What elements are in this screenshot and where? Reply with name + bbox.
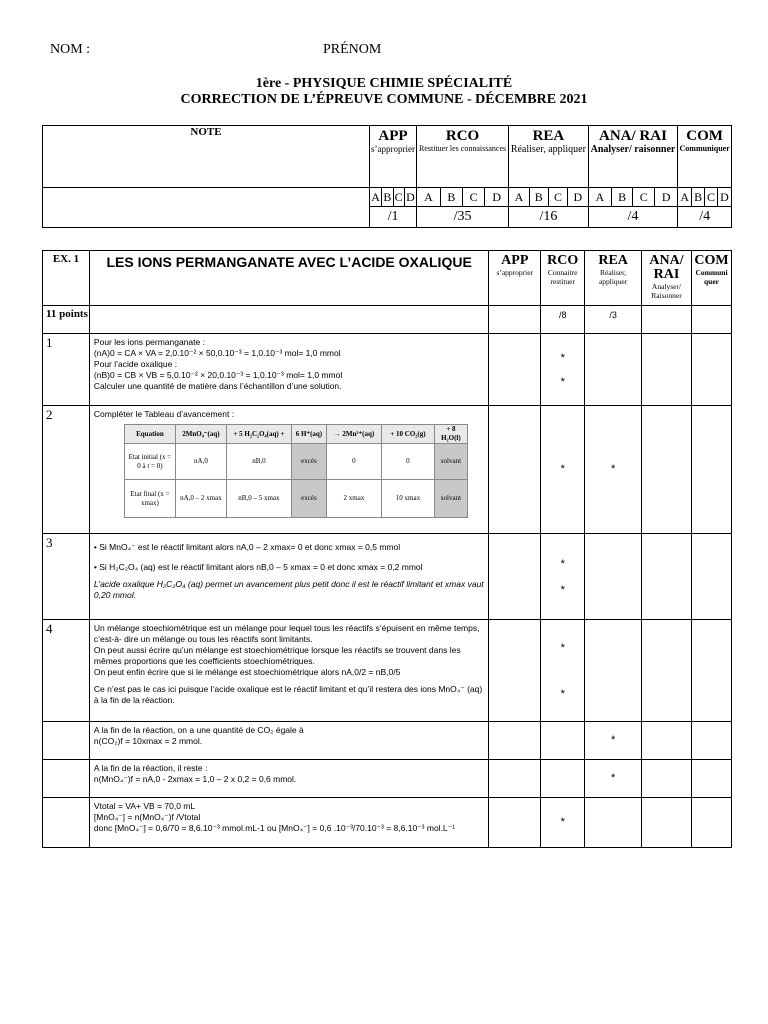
cat-com: COM Communiquer bbox=[678, 126, 732, 188]
cat-rco: RCO Restituer les connaissances bbox=[417, 126, 509, 188]
grading-table: NOTE APP s’approprier RCO Restituer les connaissances REA Réaliser, appliquer ANA/ RAI Analyser/ raisonner COM Communiquer A B C D A B C D A B C D A B C D A B C D /1 /35 /16 /4 /4 bbox=[42, 125, 732, 228]
score-com: /4 bbox=[678, 207, 732, 228]
score-rco: /35 bbox=[417, 207, 509, 228]
col-ana: ANA/ RAI Analyser/ Raisonner bbox=[642, 251, 692, 306]
score-ana: /4 bbox=[588, 207, 678, 228]
cat-ana: ANA/ RAI Analyser/ raisonner bbox=[588, 126, 678, 188]
note-blank bbox=[43, 188, 370, 228]
document-subtitle: CORRECTION DE L’ÉPREUVE COMMUNE - DÉCEMBRE 2021 bbox=[180, 92, 588, 107]
exercise-table bbox=[42, 250, 732, 848]
question-4: 4 Un mélange stoechiométrique est un mélange pour lequel tous les réactifs s’épuisent en même temps, c’est-à- dire un mélange ou tous les réactifs sont limitants. On peut aussi écrire qu’un mélange est stoechiométrique lorsque les réactifs se trouvent dans les mêmes proportions que les coefficients stoechiométriques. On peut enfin écrire que si le mélange est stoechiométrique alors nA,0/2 = nB,0/5 Ce n’est pas le cas ici puisque l’acide oxalique est le réactif limitant et qu’il restera des ions MnO₄⁻ (aq) à la fin de la réaction. * * bbox=[43, 620, 732, 722]
note-label: NOTE bbox=[43, 126, 370, 188]
nom-label: NOM : bbox=[50, 42, 91, 57]
cat-rea: REA Réaliser, appliquer bbox=[509, 126, 589, 188]
advancement-table: Equation 2MnO₄⁻(aq) + 5 H₂C₂O₄(aq) + 6 H⁺(aq) → 2Mn²⁺(aq) + 10 CO₂(g) + 8 H₂O(l) Etat initial (x = 0 à t = 0) nA,0 nB,0 excès 0 0 solvant Etat final (x = xmax) nA,0 – 2 xmax nB,0 – 5 xmax excès 2 xmax 10 xmax solvant bbox=[124, 424, 468, 518]
points-rco: /8 bbox=[541, 306, 585, 334]
score-rea: /16 bbox=[509, 207, 589, 228]
col-rco: RCO Connaitre restituer bbox=[541, 251, 585, 306]
question-6: A la fin de la réaction, il reste : n(MnO₄⁻)f = nA,0 - 2xmax = 1,0 – 2 x 0,2 = 0,6 mmol. * bbox=[43, 760, 732, 798]
prenom-label: PRÉNOM bbox=[323, 42, 382, 57]
question-1: 1 Pour les ions permanganate : (nA)0 = CA × VA = 2,0.10⁻² × 50,0.10⁻³ = 1,0.10⁻³ mol= 1,0 mmol Pour l’acide oxalique : (nB)0 = CB × VB = 5,0.10⁻² × 20,0.10⁻³ = 1,0.10⁻³ mol= 1,0 mmol Calculer une quantité de matière dans l’échantillon d’une solution. * * bbox=[43, 334, 732, 406]
cat-app: APP s’approprier bbox=[370, 126, 417, 188]
document-title: 1ère - PHYSIQUE CHIMIE SPÉCIALITÉ bbox=[255, 76, 513, 91]
exercise-label: EX. 1 bbox=[43, 251, 90, 306]
score-app: /1 bbox=[370, 207, 417, 228]
col-app: APP s’approprier bbox=[489, 251, 541, 306]
question-2: 2 Compléter le Tableau d’avancement : Equation 2MnO₄⁻(aq) + 5 H₂C₂O₄(aq) + 6 H⁺(aq) → 2Mn²⁺(aq) + 10 CO₂(g) + 8 H₂O(l) Etat initial (x = 0 à t = 0) nA,0 nB,0 excès 0 0 solvant Etat final (x = xmax) nA,0 – 2 xmax nB,0 – 5 xmax excès 2 xmax 10 xmax solvant * * bbox=[43, 406, 732, 534]
question-3: 3 • Si MnO₄⁻ est le réactif limitant alors nA,0 – 2 xmax= 0 et donc xmax = 0,5 mmol • Si H₂C₂O₄ (aq) est le réactif limitant alors nB,0 – 5 xmax = 0 et donc xmax = 0,2 mmol L’acide oxalique H₂C₂O₄ (aq) permet un avancement plus petit donc il est le réactif limitant et xmax vaut 0,20 mmol. * * bbox=[43, 534, 732, 620]
col-rea: REA Réaliser, appliquer bbox=[585, 251, 642, 306]
points-rea: /3 bbox=[585, 306, 642, 334]
question-7: Vtotal = VA+ VB = 70,0 mL [MnO₄⁻] = n(MnO₄⁻)f /Vtotal donc [MnO₄⁻] = 0,6/70 = 8,6.10⁻³ mmol.mL-1 ou [MnO₄⁻] = 0,6 .10⁻³/70.10⁻³ = 8,6.10⁻³ mol.L⁻¹ * bbox=[43, 798, 732, 848]
exercise-title: LES IONS PERMANGANATE AVEC L’ACIDE OXALIQUE bbox=[89, 251, 488, 306]
points-label: 11 points bbox=[43, 306, 90, 334]
question-5: A la fin de la réaction, on a une quantité de CO₂ égale à n(CO₂)f = 10xmax = 2 mmol. * bbox=[43, 722, 732, 760]
col-com: COM Communi quer bbox=[691, 251, 731, 306]
